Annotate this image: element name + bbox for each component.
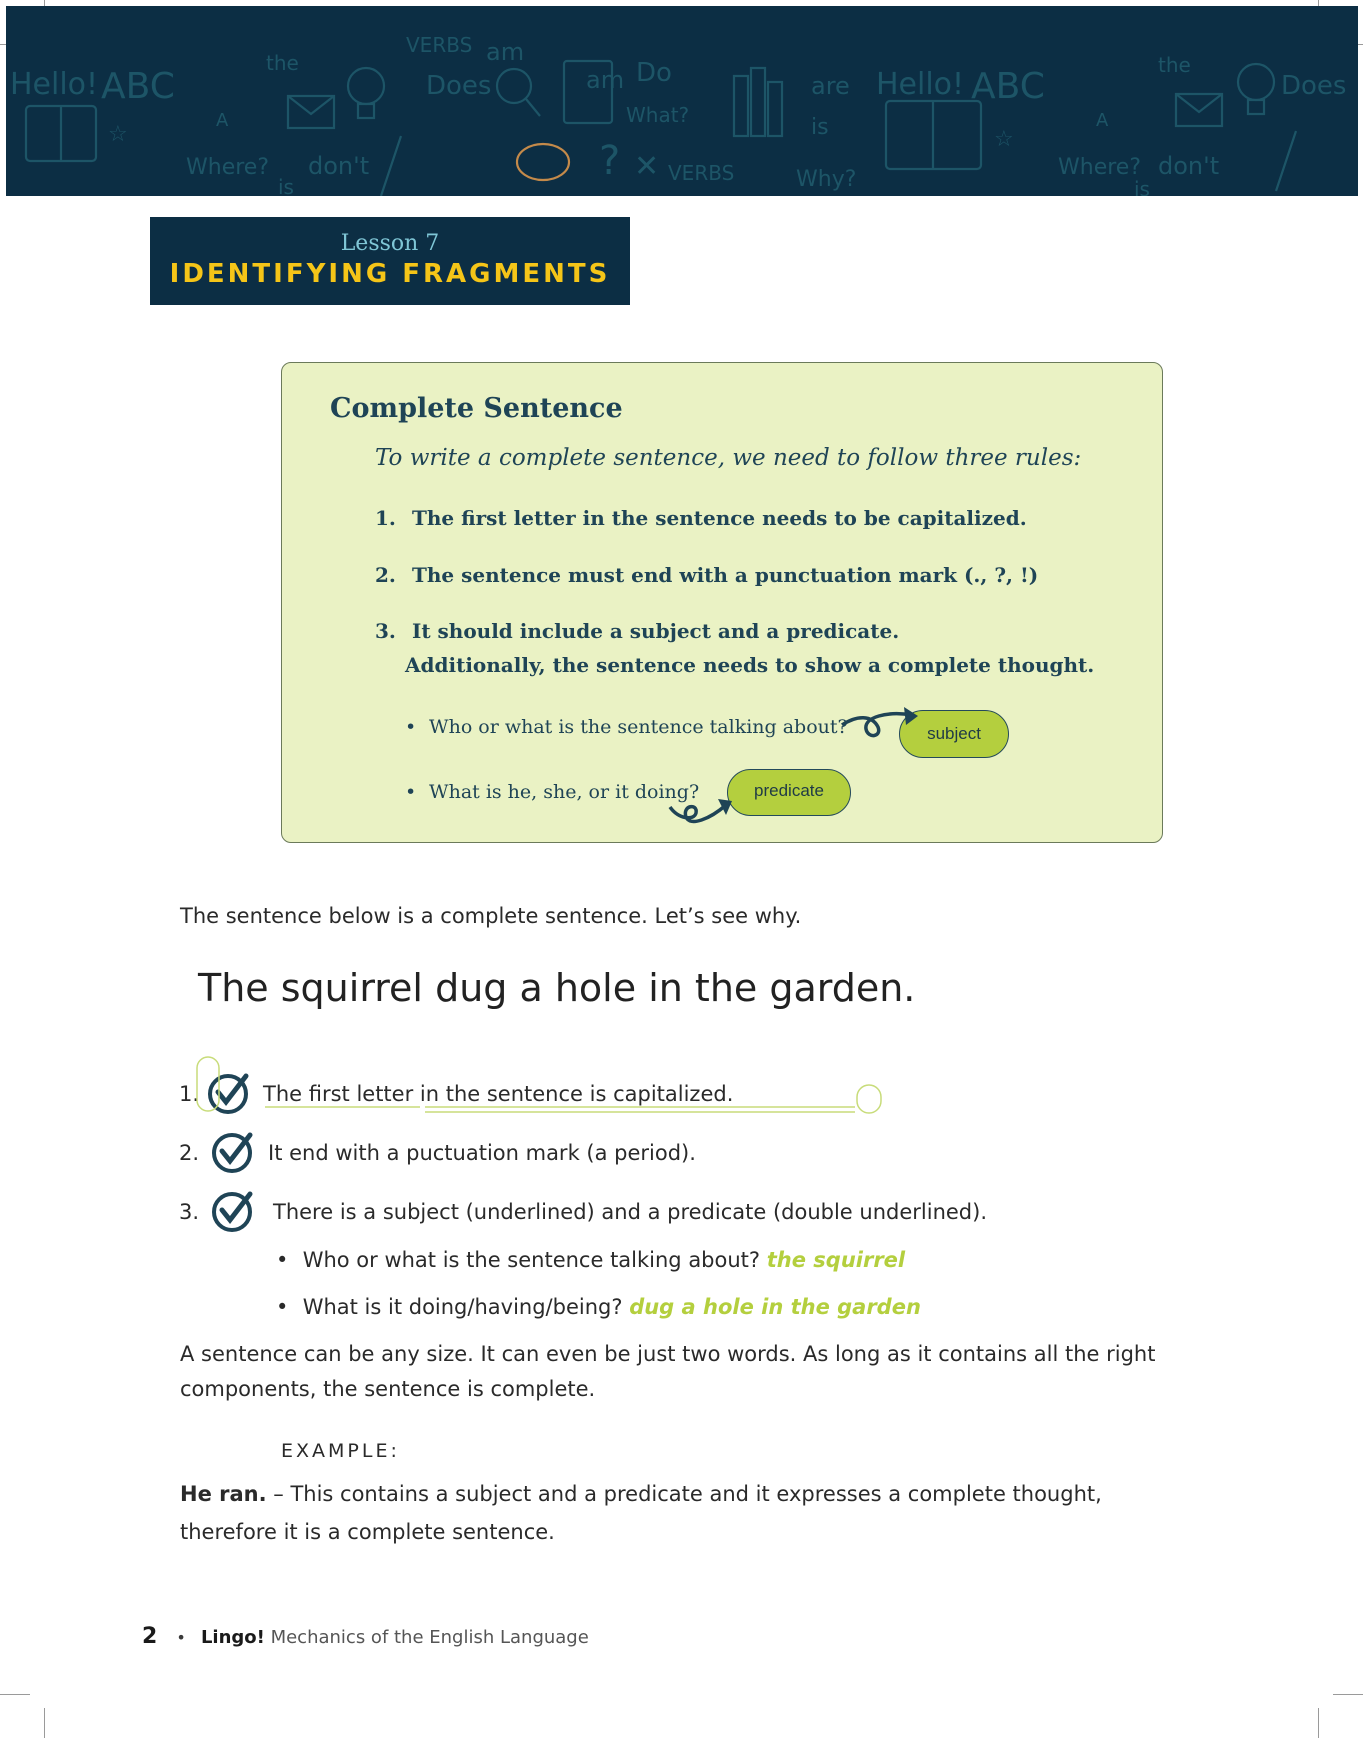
- check-text: There is a subject (underlined) and a predicate (double underlined).: [273, 1200, 987, 1224]
- lightbulb-base: [1248, 100, 1264, 114]
- doodle-word: Hello!: [876, 67, 965, 102]
- bullet: •: [276, 1295, 289, 1319]
- doodle-word: don't: [308, 152, 370, 180]
- doodle-word: Does: [1281, 71, 1347, 101]
- intro-line: The sentence below is a complete sentence. Let’s see why.: [180, 904, 802, 928]
- example-text: – This contains a subject and a predicate and it expresses a complete thought,: [266, 1482, 1102, 1506]
- example-bold: He ran.: [180, 1482, 267, 1506]
- rule-number: 3.: [375, 619, 396, 643]
- doodle-word: am: [586, 66, 625, 94]
- doodle-word: don't: [1158, 152, 1220, 180]
- pencil-icon: [1276, 131, 1296, 191]
- doodle-word: the: [1158, 53, 1191, 77]
- loop-arrows: [282, 363, 1164, 844]
- footer-bullet: •: [176, 1628, 186, 1647]
- example-line: therefore it is a complete sentence.: [180, 1520, 555, 1544]
- question-text: What is he, she, or it doing?: [429, 781, 700, 803]
- loop-arrow-predicate: [670, 805, 726, 821]
- footer-title: Mechanics of the English Language: [264, 1627, 589, 1648]
- doodle-word: is: [278, 175, 294, 196]
- doodle-word: VERBS: [668, 161, 735, 185]
- page-number: 2: [142, 1624, 158, 1649]
- lesson-header: [150, 217, 630, 305]
- doodle-word: is: [811, 115, 829, 140]
- complete-sentence-box: [281, 362, 1163, 843]
- lightbulb-icon: [348, 68, 384, 104]
- bullet-answer: the squirrel: [766, 1248, 906, 1272]
- checkmark-icon: [210, 1129, 256, 1175]
- check-text: The first letter in the sentence is capitalized.: [263, 1082, 734, 1106]
- box-intro: To write a complete sentence, we need to follow three rules:: [375, 445, 1082, 471]
- check-bullet: [276, 1248, 905, 1272]
- check-number: 2.: [179, 1141, 200, 1165]
- envelope-flap: [288, 96, 334, 114]
- bullet-question: What is it doing/having/being?: [302, 1295, 623, 1319]
- example-sentence: The squirrel dug a hole in the garden.: [198, 966, 916, 1010]
- star-icon: ☆: [994, 127, 1014, 152]
- speech-bubble-icon: [517, 144, 569, 180]
- books-icon: [751, 68, 765, 136]
- bullet-question: Who or what is the sentence talking about?: [302, 1248, 761, 1272]
- crop-mark: [44, 1708, 45, 1738]
- box-heading: Complete Sentence: [330, 393, 623, 424]
- check-bullet: [276, 1295, 921, 1319]
- page-footer: [142, 1624, 589, 1649]
- magnifier-icon: [497, 69, 531, 103]
- rule-text: The first letter in the sentence needs to be capitalized.: [411, 506, 1027, 530]
- question-mark-icon: ?: [599, 138, 621, 184]
- doodle-pattern: [6, 6, 1358, 196]
- doodle-word: am: [486, 38, 525, 66]
- doodle-word: are: [811, 72, 850, 100]
- rule-text: The sentence must end with a punctuation mark (., ?, !): [411, 563, 1039, 587]
- doodle-word: A: [216, 110, 229, 131]
- crop-mark: [0, 1694, 30, 1695]
- rule-number: 2.: [375, 563, 396, 587]
- example-line: [180, 1482, 1102, 1506]
- check-number: 1.: [179, 1082, 200, 1106]
- rule-text: It should include a subject and a predicate.: [411, 619, 900, 643]
- bullet: •: [276, 1248, 289, 1272]
- bullet: •: [405, 781, 417, 803]
- doodle-word: ABC: [971, 66, 1045, 107]
- loop-arrow-subject: [842, 714, 912, 736]
- envelope-flap: [1176, 94, 1222, 112]
- lightbulb-icon: [1238, 64, 1274, 100]
- crop-mark: [1333, 1694, 1363, 1695]
- star-icon: ☆: [108, 122, 128, 147]
- cross-icon: ✕: [634, 149, 660, 184]
- check-text: It end with a puctuation mark (a period).: [268, 1141, 696, 1165]
- predicate-tag: predicate: [727, 769, 851, 816]
- doodle-word: Where?: [1058, 155, 1142, 180]
- footer-brand: Lingo!: [200, 1627, 265, 1648]
- pencil-icon: [381, 136, 401, 196]
- question-text: Who or what is the sentence talking about?: [429, 716, 848, 738]
- subject-tag: subject: [899, 710, 1009, 758]
- doodle-word: the: [266, 51, 299, 75]
- doodle-word: is: [1134, 177, 1150, 196]
- rule-continuation: Additionally, the sentence needs to show a complete thought.: [405, 653, 1095, 677]
- selection-highlight: [195, 1055, 885, 1117]
- check-number: 3.: [179, 1200, 200, 1224]
- doodle-word: Do: [636, 58, 672, 88]
- doodle-word: Why?: [796, 167, 857, 192]
- doodle-word: Where?: [186, 155, 270, 180]
- magnifier-handle: [526, 99, 540, 116]
- doodle-word: What?: [626, 103, 690, 127]
- lesson-title: IDENTIFYING FRAGMENTS: [169, 259, 611, 289]
- header-banner: [6, 6, 1358, 196]
- example-label: EXAMPLE:: [281, 1440, 400, 1462]
- doodle-word: Hello!: [10, 67, 99, 102]
- size-paragraph-line: components, the sentence is complete.: [180, 1377, 596, 1401]
- books-icon: [734, 76, 748, 136]
- doodle-word: A: [1096, 110, 1109, 131]
- doodle-word: Does: [426, 71, 492, 101]
- crop-mark: [1318, 1708, 1319, 1738]
- lightbulb-base: [358, 104, 374, 118]
- doodle-word: VERBS: [406, 33, 473, 57]
- doodle-word: ABC: [101, 66, 175, 107]
- books-icon: [768, 82, 782, 136]
- size-paragraph-line: A sentence can be any size. It can even be just two words. As long as it contains all the right: [180, 1342, 1156, 1366]
- arrowhead-icon: [718, 799, 732, 815]
- checkmark-icon: [210, 1188, 256, 1234]
- bullet-answer: dug a hole in the garden: [629, 1295, 921, 1319]
- arrowhead-icon: [904, 707, 918, 725]
- bullet: •: [405, 716, 417, 738]
- lesson-number: Lesson 7: [340, 231, 440, 256]
- rule-number: 1.: [375, 506, 396, 530]
